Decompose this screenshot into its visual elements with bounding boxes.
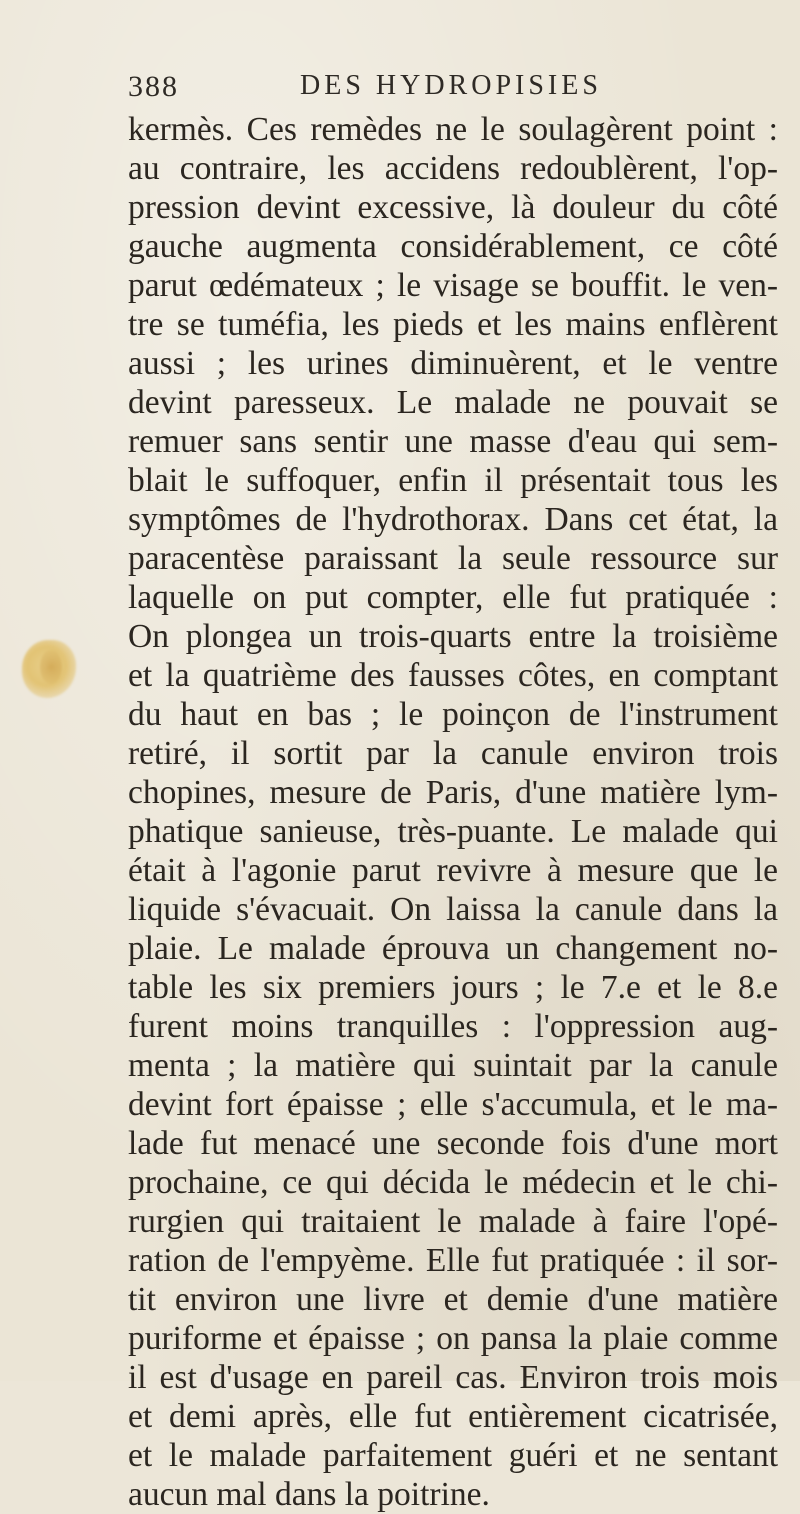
text-line: rurgien qui traitaient le malade à faire l'opé- (128, 1203, 778, 1240)
text-line: paracentèse paraissant la seule ressource sur (128, 540, 778, 577)
text-line: était à l'agonie parut revivre à mesure que le (128, 852, 778, 889)
text-line: laquelle on put compter, elle fut pratiquée : (128, 579, 778, 616)
text-line: il est d'usage en pareil cas. Environ trois mois (128, 1359, 778, 1396)
text-line: plaie. Le malade éprouva un changement no- (128, 930, 778, 967)
text-line: prochaine, ce qui décida le médecin et le chi- (128, 1164, 778, 1201)
text-line-last: aucun mal dans la poitrine. (128, 1476, 490, 1513)
text-line: phatique sanieuse, très-puante. Le malade qui (128, 813, 778, 850)
text-line: tit environ une livre et demie d'une matière (128, 1281, 778, 1318)
text-line: furent moins tranquilles : l'oppression aug- (128, 1008, 778, 1045)
text-line: kermès. Ces remèdes ne le soulagèrent point : (128, 111, 778, 148)
text-line: aussi ; les urines diminuèrent, et le ventre (128, 345, 778, 382)
text-line: devint fort épaisse ; elle s'accumula, et le ma- (128, 1086, 778, 1123)
text-line: devint paresseux. Le malade ne pouvait se (128, 384, 778, 421)
paper-stain (22, 640, 76, 698)
text-line: ration de l'empyème. Elle fut pratiquée : il sor- (128, 1242, 778, 1279)
text-line: remuer sans sentir une masse d'eau qui sem- (128, 423, 778, 460)
text-line: et la quatrième des fausses côtes, en comptant (128, 657, 778, 694)
text-line: chopines, mesure de Paris, d'une matière lym- (128, 774, 778, 811)
text-line: lade fut menacé une seconde fois d'une mort (128, 1125, 778, 1162)
text-line: pression devint excessive, là douleur du côté (128, 189, 778, 226)
text-line: table les six premiers jours ; le 7.e et le 8.e (128, 969, 778, 1006)
text-line: au contraire, les accidens redoublèrent, l'op- (128, 150, 778, 187)
text-line: symptômes de l'hydrothorax. Dans cet état, la (128, 501, 778, 538)
text-line: On plongea un trois-quarts entre la troisième (128, 618, 778, 655)
text-line: blait le suffoquer, enfin il présentait tous les (128, 462, 778, 499)
text-line: retiré, il sortit par la canule environ trois (128, 735, 778, 772)
text-line: menta ; la matière qui suintait par la canule (128, 1047, 778, 1084)
text-line: et demi après, elle fut entièrement cicatrisée, (128, 1398, 778, 1435)
page-number: 388 (128, 70, 179, 103)
text-line: gauche augmenta considérablement, ce côté (128, 228, 778, 265)
body-text (128, 110, 778, 1514)
page-header (128, 70, 768, 110)
text-line: liquide s'évacuait. On laissa la canule dans la (128, 891, 778, 928)
text-line: puriforme et épaisse ; on pansa la plaie comme (128, 1320, 778, 1357)
text-line: parut œdémateux ; le visage se bouffit. le ven- (128, 267, 778, 304)
text-line: du haut en bas ; le poinçon de l'instrument (128, 696, 778, 733)
text-line: et le malade parfaitement guéri et ne sentant (128, 1437, 778, 1474)
running-head: DES HYDROPISIES (300, 70, 602, 101)
text-line: tre se tuméfia, les pieds et les mains enflèrent (128, 306, 778, 343)
